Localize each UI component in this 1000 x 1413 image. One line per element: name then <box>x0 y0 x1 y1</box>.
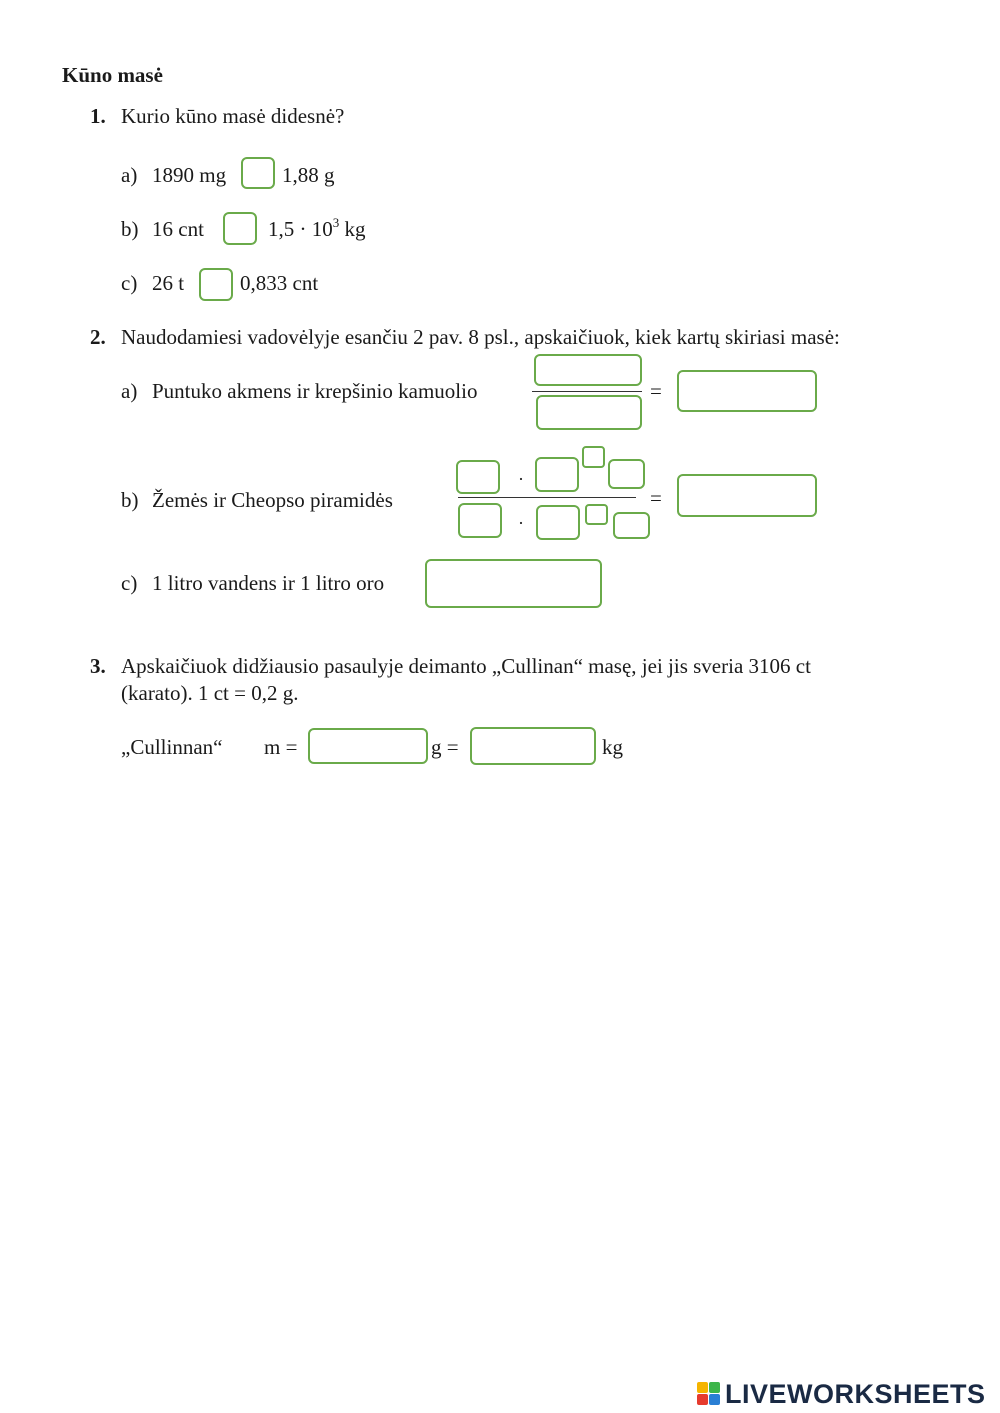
q2c-result-box[interactable] <box>425 559 602 608</box>
q2-number: 2. <box>90 325 106 349</box>
q2c-label: c) <box>121 571 138 595</box>
q2c-text: 1 litro vandens ir 1 litro oro <box>152 571 385 595</box>
q1c-label: c) <box>121 271 138 295</box>
q2b-text: Žemės ir Cheopso piramidės <box>152 488 393 512</box>
q2a-result-box[interactable] <box>677 370 817 412</box>
q2b-den-exponent-box[interactable] <box>585 504 608 525</box>
q2b-num-extra-box[interactable] <box>608 459 645 489</box>
q2b-num-base-box[interactable] <box>535 457 579 492</box>
q1c-answer-box[interactable] <box>199 268 233 301</box>
q1a-right: 1,88 g <box>282 163 335 187</box>
q3-grams-box[interactable] <box>308 728 428 764</box>
q3-text-line1: Apskaičiuok didžiausio pasaulyje deimanto „Cullinan“ masę, jei jis sveria 3106 ct <box>121 654 811 678</box>
q3-kilograms-box[interactable] <box>470 727 596 765</box>
q2b-num-mantissa-box[interactable] <box>456 460 500 494</box>
q3-m-label: m = <box>264 735 298 759</box>
q1b-left: 16 cnt <box>152 217 204 241</box>
q2b-den-dot: · <box>518 513 524 533</box>
q2b-label: b) <box>121 488 139 512</box>
q2b-result-box[interactable] <box>677 474 817 517</box>
q1c-right: 0,833 cnt <box>240 271 319 295</box>
q2b-equals: = <box>650 486 662 510</box>
q1b-answer-box[interactable] <box>223 212 257 245</box>
q1b-label: b) <box>121 217 139 241</box>
brand-text: LIVEWORKSHEETS <box>725 1378 986 1409</box>
q2b-fraction-line <box>458 497 636 498</box>
q2-text: Naudodamiesi vadovėlyje esančiu 2 pav. 8 psl., apskaičiuok, kiek kartų skiriasi masė: <box>121 325 840 349</box>
q2b-den-mantissa-box[interactable] <box>458 503 502 538</box>
q3-number: 3. <box>90 654 106 678</box>
q3-kg-label: kg <box>602 735 623 759</box>
q1a-answer-box[interactable] <box>241 157 275 189</box>
q1b-right <box>268 215 366 241</box>
q1c-left: 26 t <box>152 271 185 295</box>
q1b-right-base: 1,5 · 10 <box>268 217 333 241</box>
q3-g-label: g = <box>431 735 459 759</box>
q2a-equals: = <box>650 379 662 403</box>
q2b-num-dot: · <box>518 469 524 489</box>
q2a-denominator-box[interactable] <box>536 395 642 430</box>
q1a-left: 1890 mg <box>152 163 227 187</box>
q1-text: Kurio kūno masė didesnė? <box>121 104 345 128</box>
q2b-den-extra-box[interactable] <box>613 512 650 539</box>
q2b-num-exponent-box[interactable] <box>582 446 605 468</box>
q2a-label: a) <box>121 379 138 403</box>
q2a-fraction-line <box>532 391 642 392</box>
q1b-right-exponent: 3 <box>332 215 340 230</box>
q1a-label: a) <box>121 163 138 187</box>
q1-number: 1. <box>90 104 106 128</box>
liveworksheets-logo <box>697 1380 986 1408</box>
q1b-right-unit: kg <box>339 217 366 241</box>
q2b-den-base-box[interactable] <box>536 505 580 540</box>
liveworksheets-logo-icon <box>697 1382 721 1406</box>
q3-diamond-name: „Cullinnan“ <box>121 735 223 759</box>
q2a-numerator-box[interactable] <box>534 354 642 386</box>
page-title: Kūno masė <box>62 63 163 87</box>
q3-text-line2: (karato). 1 ct = 0,2 g. <box>121 681 299 705</box>
q2a-text: Puntuko akmens ir krepšinio kamuolio <box>152 379 478 403</box>
